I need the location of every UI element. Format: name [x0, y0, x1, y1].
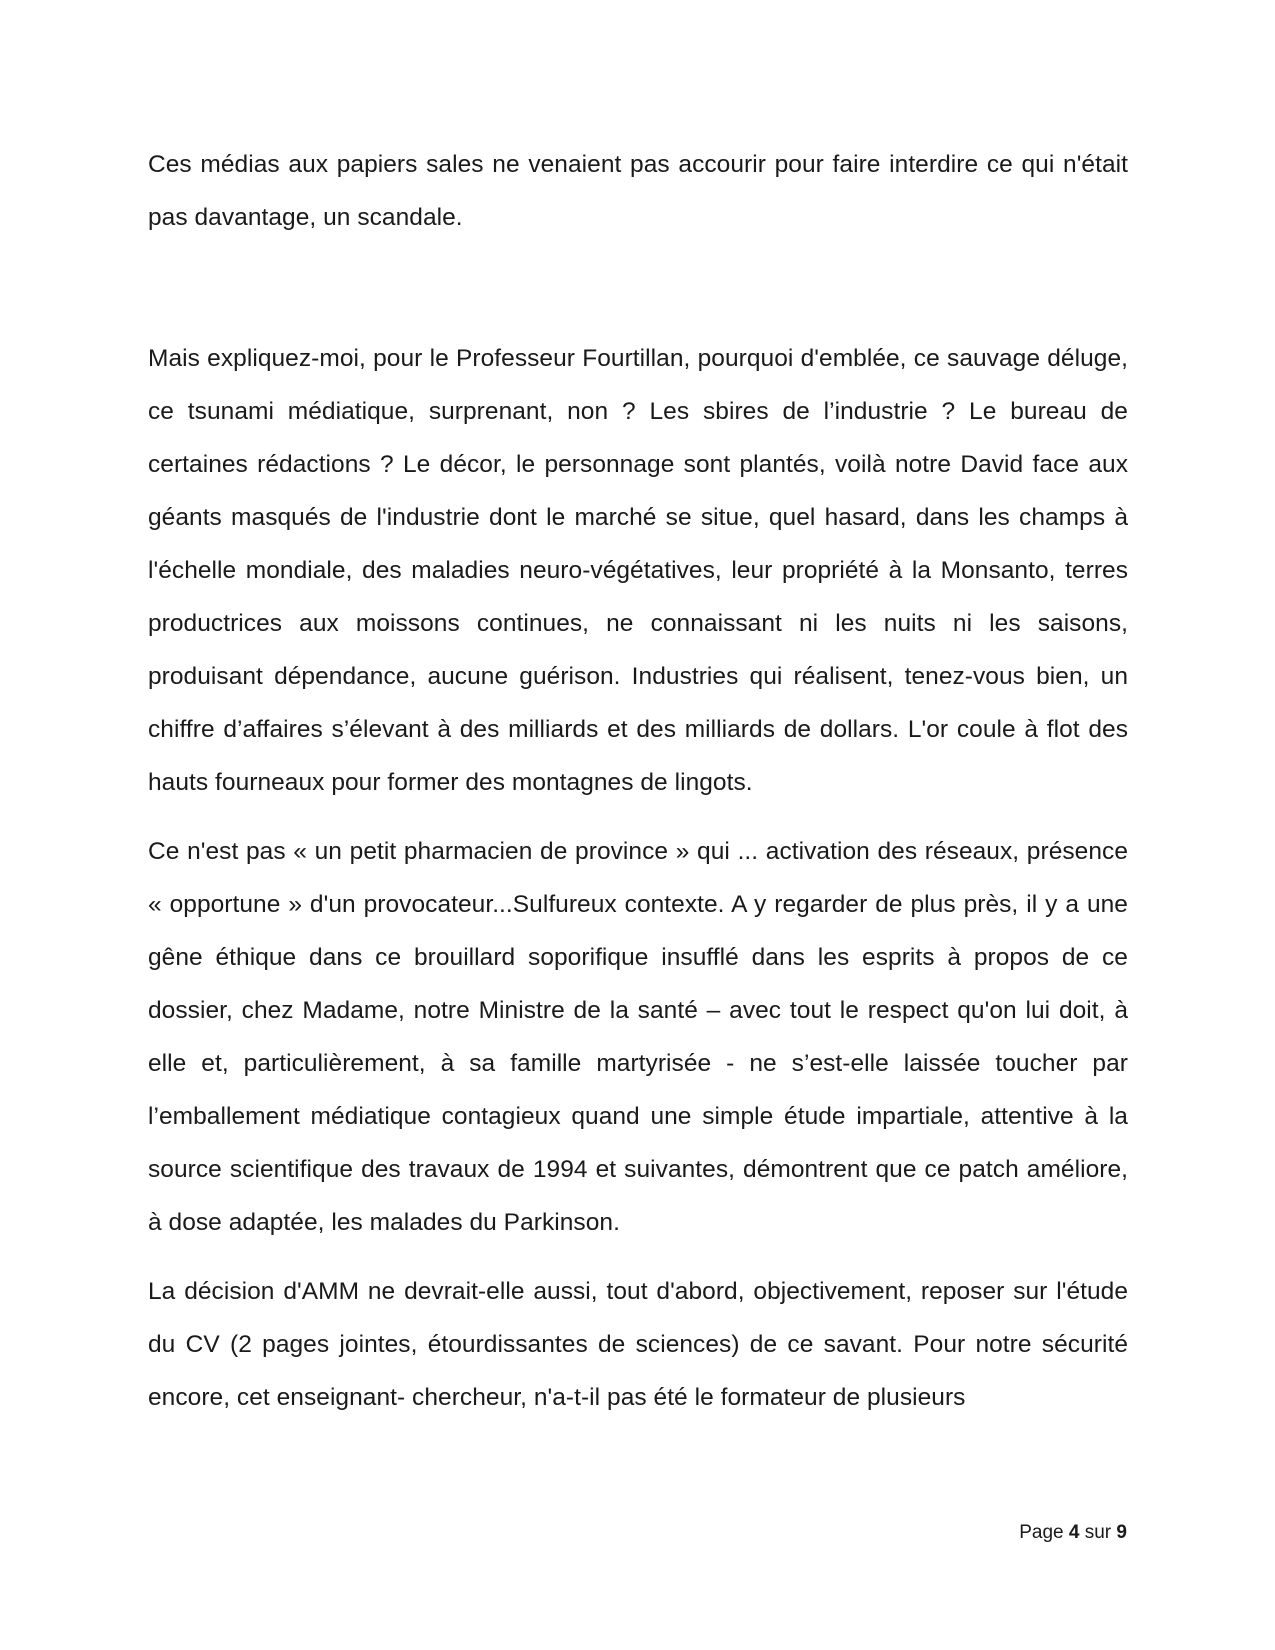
- page-label: Page: [1019, 1522, 1064, 1543]
- current-page-number: 4: [1068, 1522, 1080, 1543]
- paragraph-1: Ces médias aux papiers sales ne venaient pas accourir pour faire interdire ce qui n'était pas davantage, un scandale.: [148, 151, 1128, 231]
- page-footer: [1019, 1522, 1127, 1544]
- paragraph-2: Mais expliquez-moi, pour le Professeur Fourtillan, pourquoi d'emblée, ce sauvage déluge, ce tsunami médiatique, surprenant, non ? Les sbires de l’industrie ? Le bureau de certaines rédactions ? Le décor, le personnage sont plantés, voilà notre David face aux géants masqués de l'industrie dont le marché se situe, quel hasard, dans les champs à l'échelle mondiale, des maladies neuro-végétatives, leur propriété à la Monsanto, terres productrices aux moissons continues, ne connaissant ni les nuits ni les saisons, produisant dépendance, aucune guérison. Industries qui réalisent, tenez-vous bien, un chiffre d’affaires s’élevant à des milliards et des milliards de dollars. L'or coule à flot des hauts fourneaux pour former des montagnes de lingots.: [148, 345, 1128, 796]
- paragraph-4: La décision d'AMM ne devrait-elle aussi, tout d'abord, objectivement, reposer sur l'étude du CV (2 pages jointes, étourdissantes de sciences) de ce savant. Pour notre sécurité encore, cet enseignant- chercheur, n'a-t-il pas été le formateur de plusieurs: [148, 1278, 1128, 1411]
- total-page-count: 9: [1116, 1522, 1127, 1543]
- document-body: [148, 138, 1128, 1424]
- paragraph-3: Ce n'est pas « un petit pharmacien de province » qui ... activation des réseaux, présence « opportune » d'un provocateur...Sulfureux contexte. A y regarder de plus près, il y a une gêne éthique dans ce brouillard soporifique insufflé dans les esprits à propos de ce dossier, chez Madame, notre Ministre de la santé – avec tout le respect qu'on lui doit, à elle et, particulièrement, à sa famille martyrisée - ne s’est-elle laissée toucher par l’emballement médiatique contagieux quand une simple étude impartiale, attentive à la source scientifique des travaux de 1994 et suivantes, démontrent que ce patch améliore, à dose adaptée, les malades du Parkinson.: [148, 838, 1128, 1236]
- of-label: sur: [1084, 1522, 1112, 1543]
